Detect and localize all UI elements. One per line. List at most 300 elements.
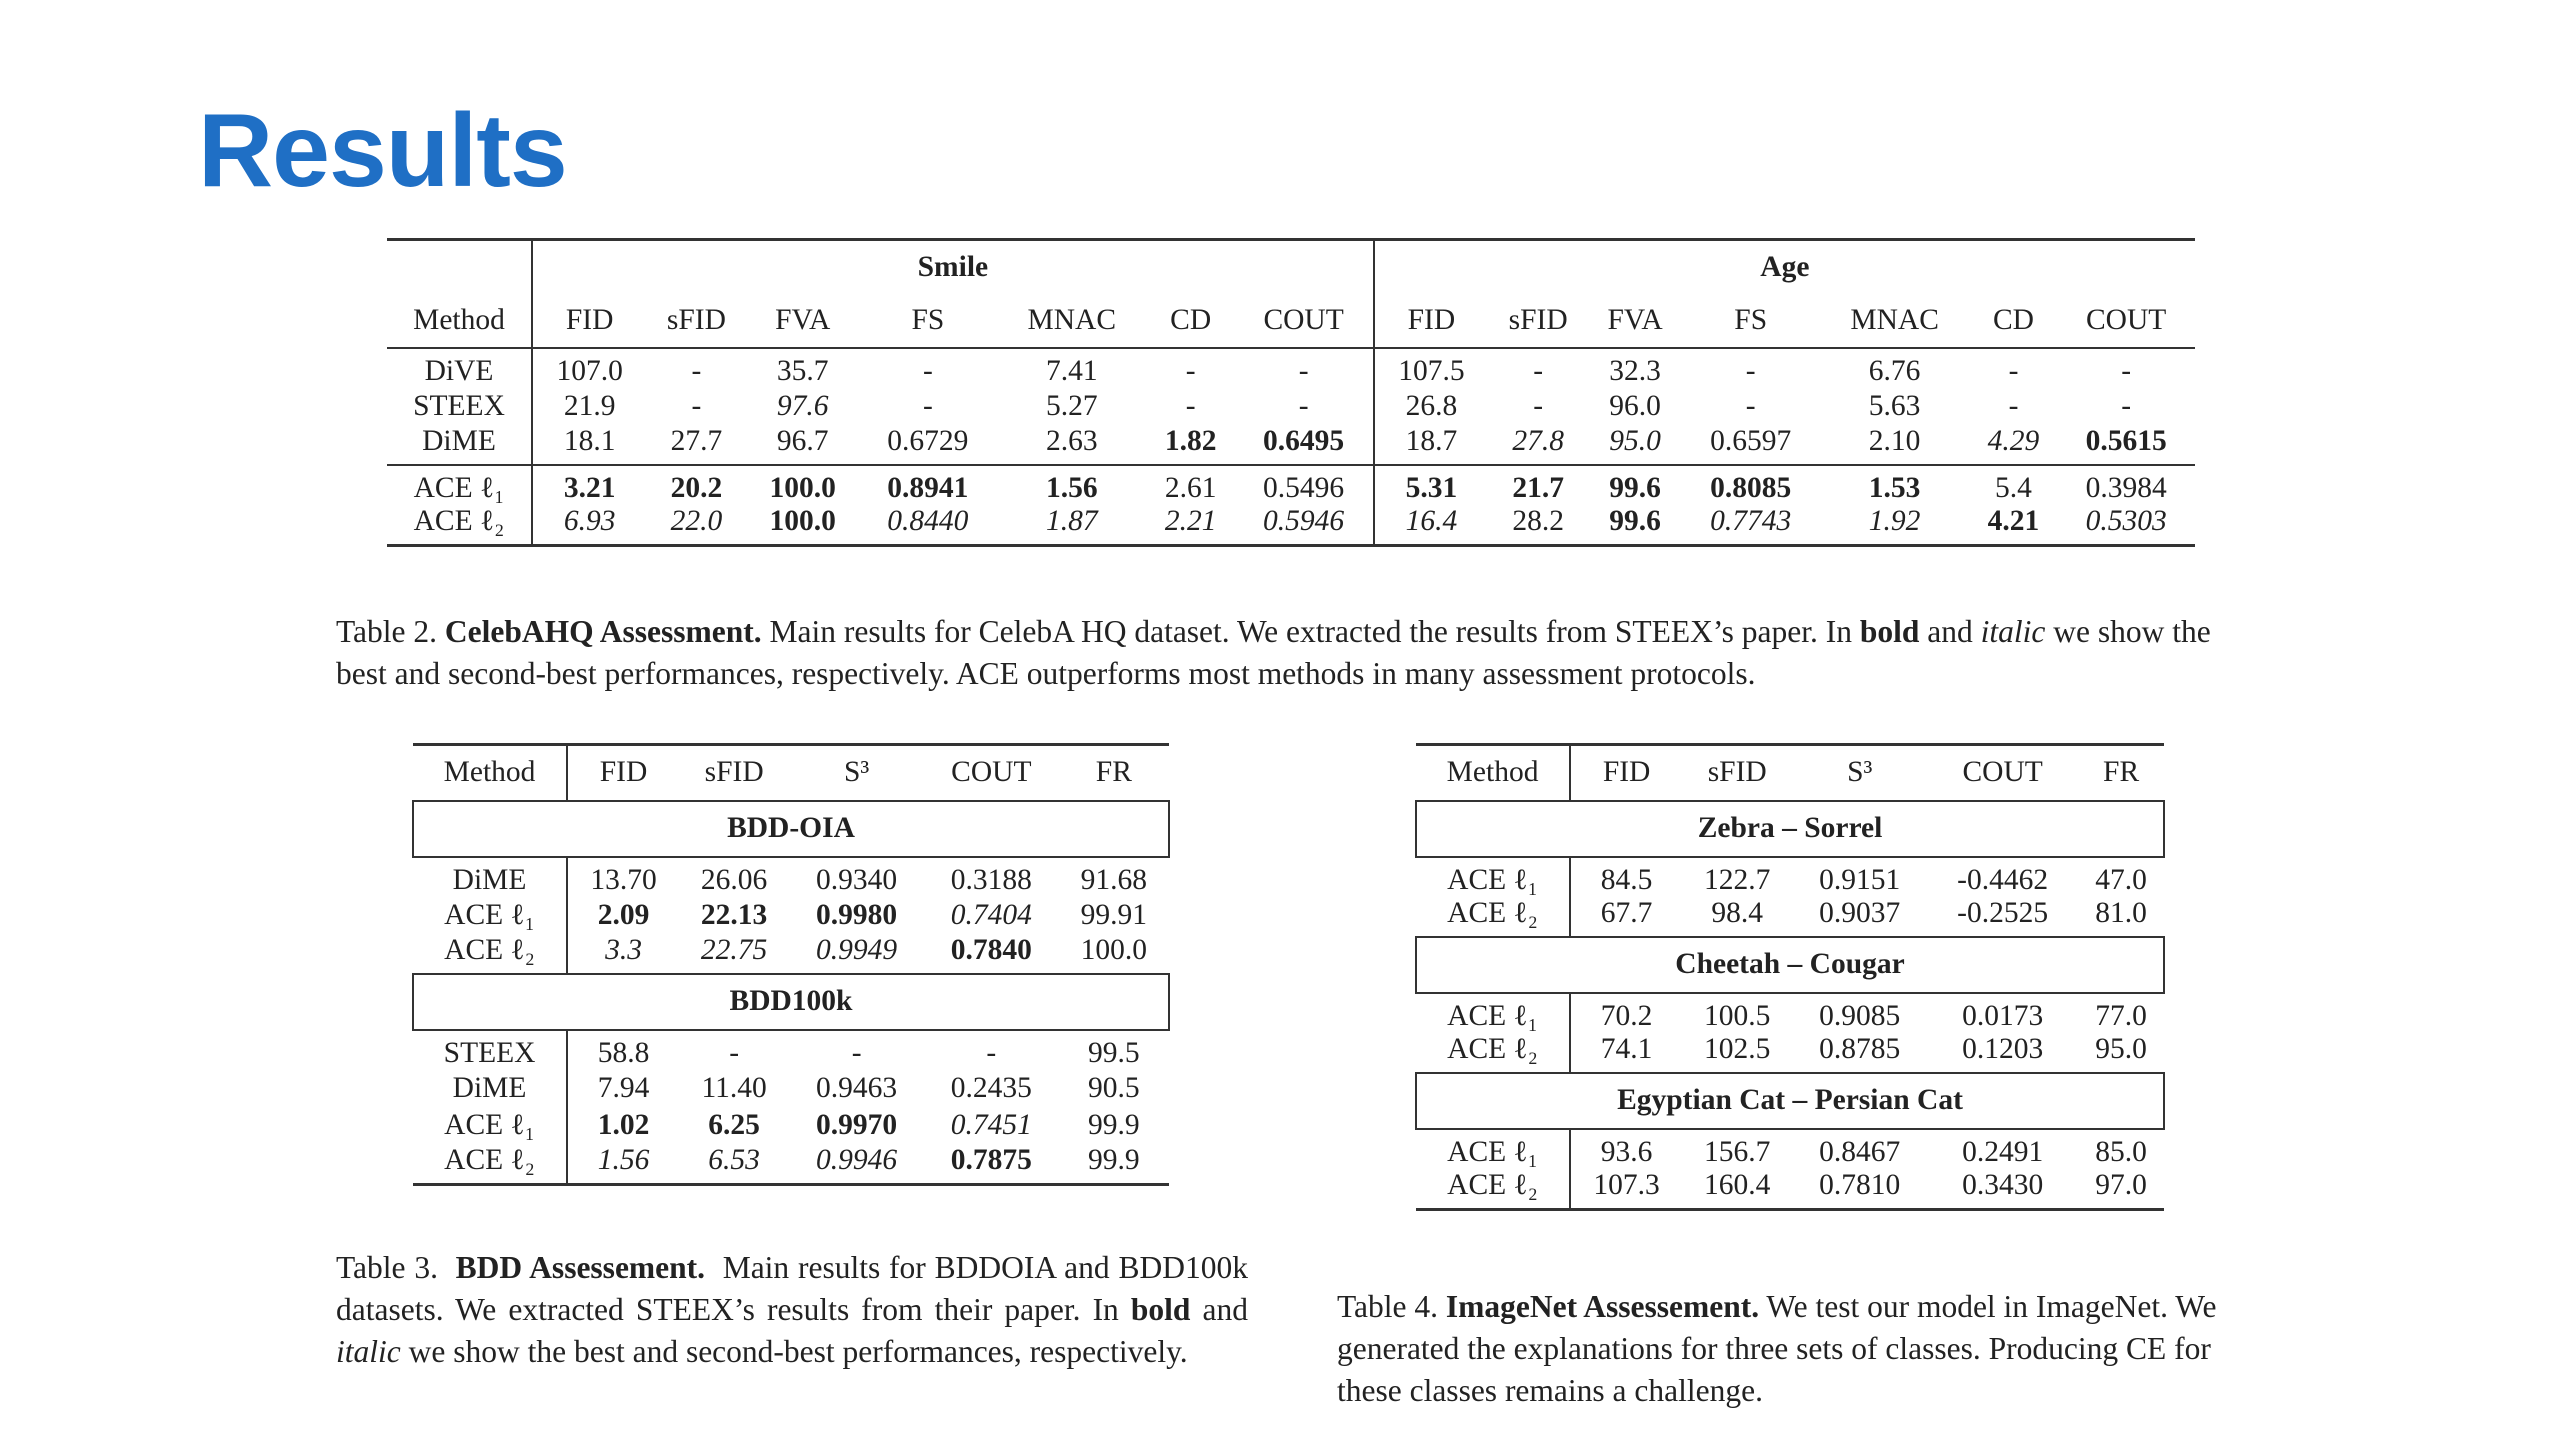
value-cell — [789, 1070, 924, 1107]
value-cell — [567, 1070, 679, 1107]
value-cell — [1059, 857, 1169, 897]
value-text: 97.0 — [2095, 1168, 2147, 1201]
value-text: - — [1533, 389, 1544, 422]
value-text: 96.0 — [1609, 389, 1661, 422]
celebahq-results-table — [387, 238, 2195, 547]
table4-caption — [1337, 1286, 2267, 1412]
value-text: 107.3 — [1593, 1168, 1660, 1201]
value-text: 0.5303 — [2085, 504, 2167, 537]
value-cell — [1588, 465, 1682, 505]
method-cell: ACE ℓ₁ — [413, 1107, 567, 1144]
table-row — [1416, 1129, 2164, 1169]
method-cell: ACE ℓ₁ — [413, 897, 567, 934]
value-cell — [2057, 348, 2195, 388]
value-text: 81.0 — [2095, 896, 2147, 929]
value-text: 27.8 — [1512, 424, 1564, 457]
column-header: FS — [1734, 303, 1768, 336]
table-row — [1416, 1169, 2164, 1210]
value-text: - — [1745, 389, 1756, 422]
value-cell — [1682, 1169, 1792, 1210]
column-header: Method — [413, 745, 567, 801]
section-row — [1416, 1073, 2164, 1129]
value-cell — [1374, 425, 1488, 465]
value-cell — [1234, 425, 1373, 465]
value-text: 1.02 — [597, 1108, 650, 1141]
column-header: CD — [1993, 303, 2034, 336]
value-text: 0.8785 — [1819, 1032, 1901, 1065]
column-header: sFID — [679, 745, 789, 801]
value-cell — [1588, 505, 1682, 546]
section-row — [413, 801, 1169, 857]
value-cell — [1570, 857, 1682, 897]
value-cell — [1820, 505, 1970, 546]
value-cell — [2078, 993, 2164, 1033]
value-text: - — [2008, 354, 2019, 387]
value-cell — [1374, 465, 1488, 505]
value-text: 107.0 — [556, 354, 623, 387]
table-row — [413, 897, 1169, 934]
value-text: 0.9463 — [816, 1071, 898, 1104]
caption3-heading: BDD Assessement. — [455, 1250, 706, 1285]
value-cell — [1488, 505, 1588, 546]
value-cell — [1059, 1030, 1169, 1070]
value-text: 0.6729 — [887, 424, 969, 457]
value-text: 35.7 — [776, 354, 829, 387]
caption3-and-word: and — [1202, 1292, 1249, 1327]
value-cell — [924, 934, 1059, 974]
value-text: 1.87 — [1045, 504, 1098, 537]
caption4-heading: ImageNet Assessement. — [1445, 1289, 1760, 1324]
value-cell — [1682, 897, 1792, 937]
value-cell — [532, 465, 646, 505]
value-text: 99.6 — [1609, 504, 1661, 537]
table4-header-row — [1416, 745, 2164, 801]
table2-header-row — [387, 294, 2195, 348]
value-cell — [924, 897, 1059, 934]
value-text: 1.56 — [1045, 471, 1098, 504]
caption3-text1: Main results for BDDOIA and BDD100k datasets. We extracted STEEX’s results from their paper. In — [336, 1250, 1248, 1327]
table-row — [1416, 897, 2164, 937]
value-cell — [924, 1030, 1059, 1070]
value-cell — [679, 1030, 789, 1070]
value-cell — [2057, 425, 2195, 465]
table-row — [387, 425, 2195, 465]
caption2-text2: we show the best and second-best performances, respectively. ACE outperforms most methods in many assessment protocols. — [336, 614, 2211, 691]
value-text: 18.1 — [563, 424, 616, 457]
column-header: sFID — [1682, 745, 1792, 801]
value-text: 47.0 — [2095, 863, 2147, 896]
value-text: 74.1 — [1600, 1032, 1653, 1065]
table-row — [413, 1030, 1169, 1070]
column-header: FID — [567, 745, 679, 801]
column-header: COUT — [924, 745, 1059, 801]
value-text: 13.70 — [590, 863, 657, 896]
value-cell — [1234, 348, 1373, 388]
value-cell — [1820, 425, 1970, 465]
value-text: 28.2 — [1512, 504, 1564, 537]
value-cell — [679, 857, 789, 897]
value-cell — [859, 348, 997, 388]
section-title: Cheetah – Cougar — [1416, 937, 2164, 993]
value-cell — [1147, 348, 1235, 388]
value-cell — [1792, 1033, 1927, 1073]
value-text: 7.41 — [1045, 354, 1098, 387]
value-cell — [997, 348, 1147, 388]
table-row — [413, 1144, 1169, 1185]
column-header: MNAC — [1027, 303, 1117, 336]
value-cell — [1059, 897, 1169, 934]
value-text: - — [1298, 354, 1309, 387]
value-cell — [1927, 897, 2078, 937]
value-text: 5.31 — [1405, 471, 1458, 504]
value-text: 6.93 — [563, 504, 616, 537]
value-cell — [1488, 388, 1588, 425]
value-text: 0.9949 — [816, 933, 898, 966]
value-cell — [1682, 348, 1820, 388]
value-cell — [1147, 388, 1235, 425]
value-cell — [746, 505, 859, 546]
value-text: 100.5 — [1704, 999, 1771, 1032]
value-text: 0.9085 — [1819, 999, 1901, 1032]
value-cell — [924, 1107, 1059, 1144]
value-cell — [1059, 1107, 1169, 1144]
value-cell — [1820, 465, 1970, 505]
method-cell: ACE ℓ₂ — [1416, 1169, 1570, 1210]
column-header: FID — [565, 303, 614, 336]
value-cell — [1570, 1033, 1682, 1073]
value-text: 0.9340 — [816, 863, 898, 896]
value-cell — [1792, 1169, 1927, 1210]
section-row — [1416, 937, 2164, 993]
value-text: 26.06 — [700, 863, 768, 896]
value-text: 0.7404 — [950, 898, 1032, 931]
value-text: 58.8 — [597, 1036, 650, 1069]
value-cell — [924, 1070, 1059, 1107]
value-text: 0.9946 — [816, 1143, 898, 1176]
value-text: 77.0 — [2095, 999, 2147, 1032]
value-cell — [924, 857, 1059, 897]
value-text: 156.7 — [1704, 1135, 1771, 1168]
table-row — [1416, 993, 2164, 1033]
value-text: 21.7 — [1512, 471, 1564, 504]
value-text: 21.9 — [563, 389, 616, 422]
method-cell: ACE ℓ₂ — [1416, 1033, 1570, 1073]
value-text: 5.4 — [1995, 471, 2032, 504]
value-cell — [859, 388, 997, 425]
value-cell — [1488, 465, 1588, 505]
value-text: 95.0 — [1609, 424, 1661, 457]
value-cell — [2078, 897, 2164, 937]
value-text: 5.27 — [1045, 389, 1098, 422]
value-text: 99.91 — [1080, 898, 1148, 931]
value-cell — [567, 1030, 679, 1070]
value-text: 16.4 — [1405, 504, 1458, 537]
value-text: 0.8085 — [1710, 471, 1792, 504]
value-text: 99.9 — [1088, 1108, 1140, 1141]
caption3-label: Table 3. — [336, 1250, 438, 1285]
value-text: 0.6495 — [1263, 424, 1345, 457]
value-text: 107.5 — [1398, 354, 1465, 387]
caption2-heading: CelebAHQ Assessment. — [444, 614, 762, 649]
value-text: 4.29 — [1987, 424, 2040, 457]
value-cell — [789, 857, 924, 897]
value-cell — [679, 934, 789, 974]
value-cell — [746, 388, 859, 425]
value-text: 0.2435 — [950, 1071, 1032, 1104]
value-cell — [1588, 388, 1682, 425]
method-cell: STEEX — [387, 388, 532, 425]
value-text: 100.0 — [769, 471, 836, 504]
value-cell — [1570, 993, 1682, 1033]
value-cell — [1682, 1129, 1792, 1169]
value-cell — [567, 1107, 679, 1144]
value-text: 22.75 — [700, 933, 768, 966]
value-cell — [567, 1144, 679, 1185]
value-text: 99.6 — [1609, 471, 1661, 504]
value-cell — [679, 1070, 789, 1107]
column-header: S³ — [789, 745, 924, 801]
column-header: MNAC — [1850, 303, 1939, 336]
value-text: -0.2525 — [1957, 896, 2049, 929]
value-text: - — [2008, 389, 2019, 422]
value-cell — [1059, 1144, 1169, 1185]
value-cell — [1820, 388, 1970, 425]
caption3-text2: we show the best and second-best performances, respectively. — [408, 1334, 1188, 1369]
value-cell — [1682, 388, 1820, 425]
column-header: FID — [1570, 745, 1682, 801]
value-cell — [859, 505, 997, 546]
column-header: sFID — [666, 303, 726, 336]
value-cell — [2057, 505, 2195, 546]
value-cell — [1059, 934, 1169, 974]
section-row — [413, 974, 1169, 1030]
value-text: 160.4 — [1704, 1168, 1771, 1201]
value-text: 1.56 — [597, 1143, 650, 1176]
table2-corner-cell — [387, 240, 532, 294]
value-text: 67.7 — [1600, 896, 1653, 929]
value-cell — [1792, 857, 1927, 897]
value-text: 32.3 — [1609, 354, 1661, 387]
value-text: 0.7451 — [950, 1108, 1032, 1141]
value-text: 20.2 — [670, 471, 723, 504]
value-text: 0.1203 — [1962, 1032, 2044, 1065]
value-cell — [679, 1107, 789, 1144]
value-cell — [1970, 465, 2058, 505]
caption2-italic-word: italic — [1980, 614, 2046, 649]
value-cell — [859, 425, 997, 465]
value-text: - — [1298, 389, 1309, 422]
table-row — [413, 1070, 1169, 1107]
method-cell: ACE ℓ₁ — [387, 465, 532, 505]
table-row — [387, 505, 2195, 546]
value-text: 3.21 — [563, 471, 616, 504]
section-title: BDD-OIA — [413, 801, 1169, 857]
value-text: 93.6 — [1600, 1135, 1653, 1168]
value-text: 7.94 — [597, 1071, 650, 1104]
table2-caption — [336, 611, 2266, 695]
value-cell — [532, 348, 646, 388]
method-cell: ACE ℓ₁ — [1416, 993, 1570, 1033]
value-cell — [2057, 388, 2195, 425]
table-row — [413, 1107, 1169, 1144]
value-cell — [789, 934, 924, 974]
value-text: 99.9 — [1088, 1143, 1140, 1176]
value-text: 22.13 — [700, 898, 768, 931]
value-text: 6.25 — [708, 1108, 760, 1141]
bdd-results-table — [412, 743, 1170, 1186]
column-header: CD — [1170, 303, 1212, 336]
table-row — [1416, 857, 2164, 897]
column-header: Method — [1416, 745, 1570, 801]
value-cell — [1682, 1033, 1792, 1073]
value-cell — [1588, 425, 1682, 465]
value-cell — [1820, 348, 1970, 388]
section-row — [1416, 801, 2164, 857]
value-cell — [789, 1144, 924, 1185]
value-text: 95.0 — [2095, 1032, 2147, 1065]
value-cell — [1970, 388, 2058, 425]
caption2-label: Table 2. — [336, 614, 438, 649]
value-cell — [2078, 857, 2164, 897]
column-header: COUT — [1234, 294, 1373, 348]
table-row — [387, 465, 2195, 505]
value-text: 96.7 — [776, 424, 829, 457]
value-text: 0.0173 — [1962, 999, 2044, 1032]
value-text: 0.7743 — [1710, 504, 1792, 537]
column-header: sFID — [1508, 303, 1568, 336]
value-text: 0.5946 — [1263, 504, 1345, 537]
table-row — [387, 388, 2195, 425]
value-text: 0.9970 — [816, 1108, 898, 1141]
column-header: FR — [2078, 745, 2164, 801]
value-text: 3.3 — [605, 933, 642, 966]
section-title: Zebra – Sorrel — [1416, 801, 2164, 857]
column-header: FID — [1407, 303, 1456, 336]
value-text: 5.63 — [1868, 389, 1921, 422]
value-cell — [1234, 388, 1373, 425]
value-cell — [1970, 425, 2058, 465]
value-cell — [789, 1030, 924, 1070]
caption3-italic-word: italic — [336, 1334, 401, 1369]
value-cell — [789, 1107, 924, 1144]
value-cell — [1374, 388, 1488, 425]
value-text: - — [691, 389, 702, 422]
value-text: - — [922, 354, 933, 387]
value-text: 0.5615 — [2085, 424, 2167, 457]
value-cell — [1374, 505, 1488, 546]
value-cell — [1374, 348, 1488, 388]
value-cell — [924, 1144, 1059, 1185]
value-text: 0.9151 — [1819, 863, 1901, 896]
value-cell — [679, 1144, 789, 1185]
value-cell — [746, 465, 859, 505]
value-cell — [1588, 348, 1682, 388]
value-text: - — [691, 354, 702, 387]
value-text: 2.63 — [1045, 424, 1098, 457]
value-cell — [532, 388, 646, 425]
value-cell — [646, 425, 746, 465]
column-header: FVA — [775, 303, 831, 336]
value-cell — [646, 505, 746, 546]
value-cell — [2078, 1033, 2164, 1073]
method-cell: DiME — [413, 857, 567, 897]
caption2-text1: Main results for CelebA HQ dataset. We extracted the results from STEEX’s paper. In — [769, 614, 1852, 649]
value-text: - — [1185, 354, 1196, 387]
method-cell: ACE ℓ₁ — [1416, 1129, 1570, 1169]
value-text: 0.5496 — [1263, 471, 1345, 504]
value-text: 6.53 — [708, 1143, 760, 1176]
value-cell — [1792, 897, 1927, 937]
value-text: 0.9037 — [1819, 896, 1901, 929]
value-cell — [1234, 505, 1373, 546]
value-cell — [1147, 465, 1235, 505]
column-header: COUT — [1927, 745, 2078, 801]
value-text: - — [986, 1036, 997, 1069]
value-cell — [1927, 1129, 2078, 1169]
value-text: 27.7 — [670, 424, 723, 457]
value-cell — [1234, 465, 1373, 505]
caption3-bold-word: bold — [1130, 1292, 1191, 1327]
value-cell — [997, 505, 1147, 546]
table-row — [1416, 1033, 2164, 1073]
value-text: 4.21 — [1987, 504, 2040, 537]
value-cell — [1927, 857, 2078, 897]
value-text: 1.92 — [1868, 504, 1921, 537]
section-title: BDD100k — [413, 974, 1169, 1030]
value-text: 0.3430 — [1962, 1168, 2044, 1201]
column-header: FVA — [1607, 303, 1663, 336]
value-text: - — [2121, 389, 2132, 422]
slide-title: Results — [198, 93, 567, 209]
method-cell: ACE ℓ₂ — [413, 934, 567, 974]
value-cell — [2057, 465, 2195, 505]
value-text: 102.5 — [1704, 1032, 1771, 1065]
section-title: Egyptian Cat – Persian Cat — [1416, 1073, 2164, 1129]
value-cell — [997, 425, 1147, 465]
table-row — [387, 348, 2195, 388]
value-cell — [1682, 857, 1792, 897]
caption2-bold-word: bold — [1859, 614, 1920, 649]
caption4-text: We test our model in ImageNet. We generated the explanations for three sets of classes. Producing CE for these classes remains a challenge. — [1337, 1289, 2217, 1408]
table-row — [413, 857, 1169, 897]
value-cell — [1570, 1169, 1682, 1210]
caption4-label: Table 4. — [1337, 1289, 1439, 1324]
value-cell — [746, 348, 859, 388]
method-cell: DiME — [413, 1070, 567, 1107]
value-text: 2.09 — [597, 898, 650, 931]
value-cell — [1682, 465, 1820, 505]
table3-header-row — [413, 745, 1169, 801]
value-cell — [789, 897, 924, 934]
value-cell — [1570, 1129, 1682, 1169]
value-text: 2.21 — [1164, 504, 1217, 537]
value-text: - — [729, 1036, 740, 1069]
table-row — [413, 934, 1169, 974]
value-text: 0.8467 — [1819, 1135, 1901, 1168]
value-text: 0.8941 — [887, 471, 969, 504]
value-cell — [1927, 993, 2078, 1033]
value-text: 0.7875 — [950, 1143, 1032, 1176]
value-cell — [746, 425, 859, 465]
value-text: 90.5 — [1088, 1071, 1140, 1104]
imagenet-results-table — [1415, 743, 2165, 1211]
value-text: 98.4 — [1711, 896, 1763, 929]
value-text: 0.3984 — [2085, 471, 2167, 504]
value-cell — [646, 465, 746, 505]
value-text: 97.6 — [776, 389, 829, 422]
value-text: 6.76 — [1868, 354, 1921, 387]
value-text: 2.10 — [1868, 424, 1921, 457]
